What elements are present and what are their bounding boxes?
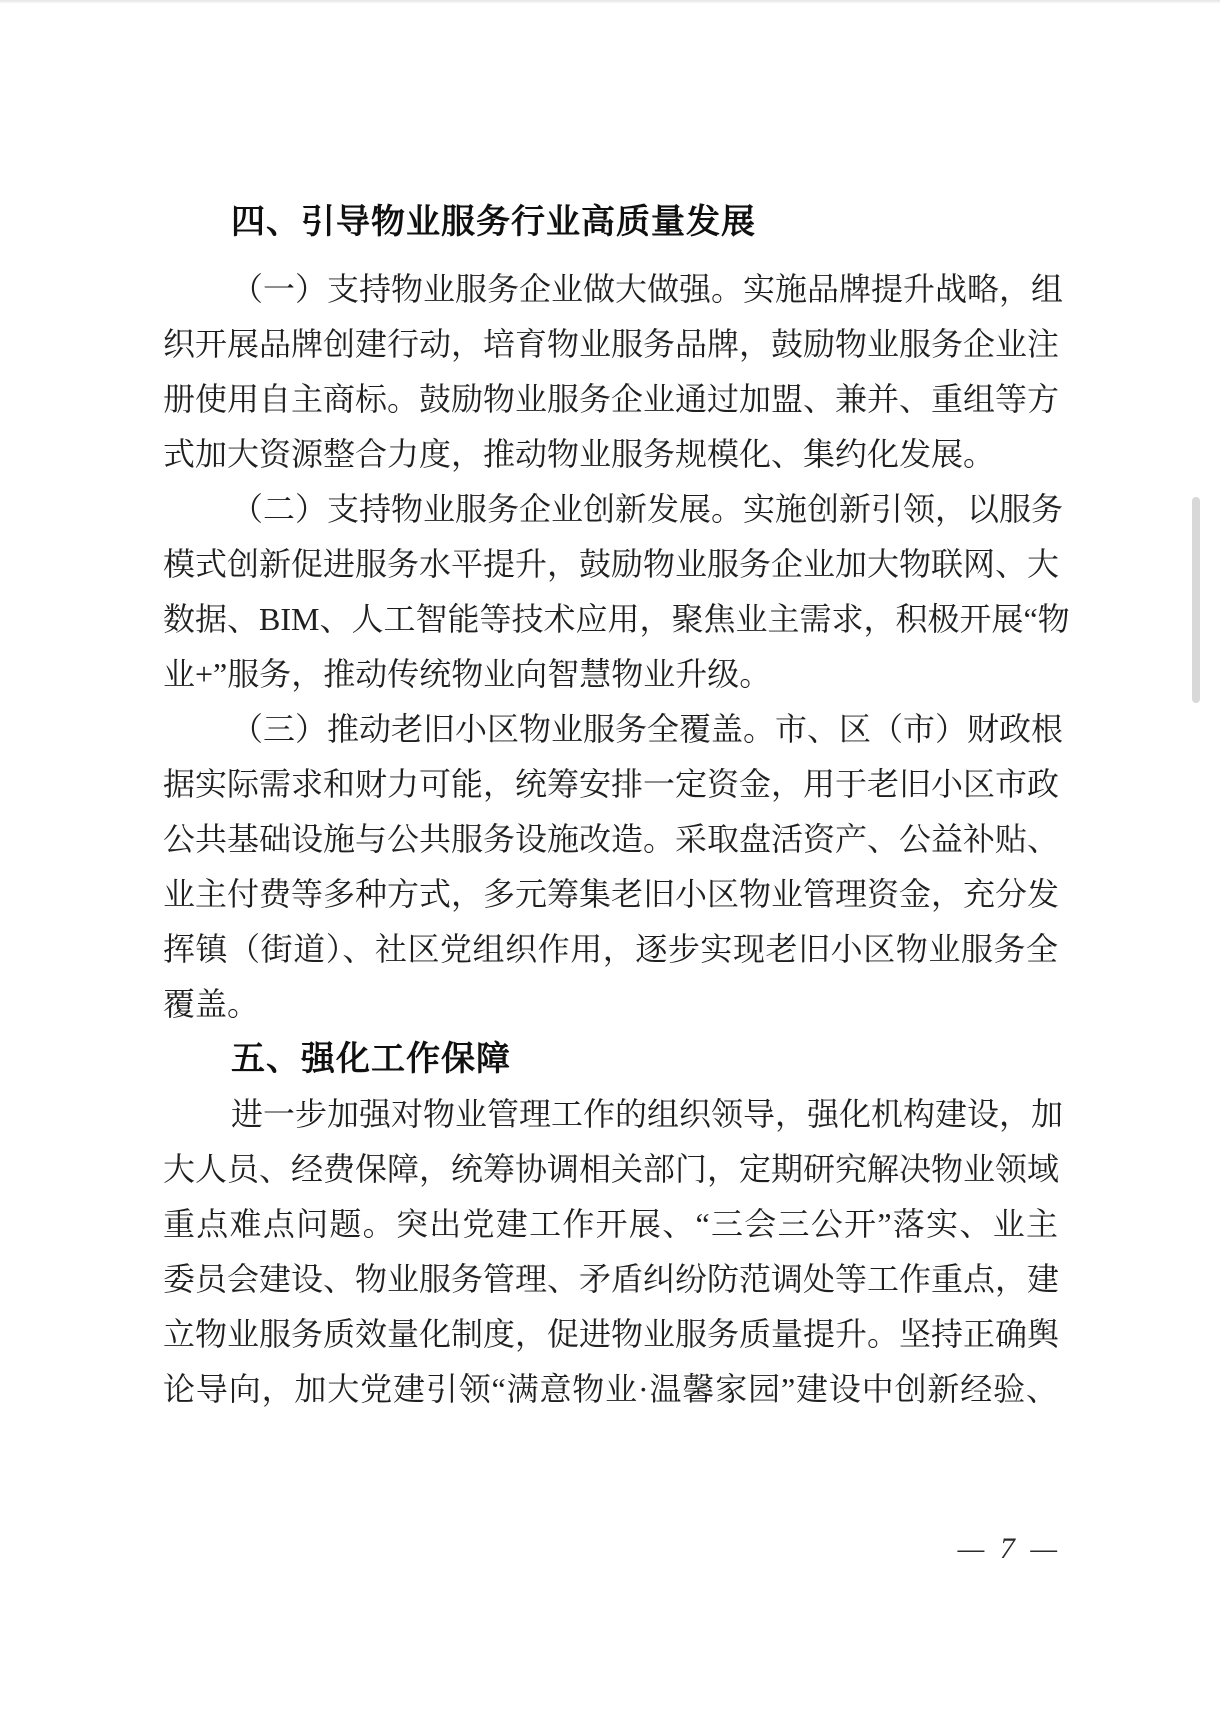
paragraph-line: 数据、BIM、人工智能等技术应用，聚焦业主需求，积极开展“物 <box>163 601 1070 637</box>
paragraph-line: 大人员、经费保障，统筹协调相关部门，定期研究解决物业领域 <box>163 1151 1060 1187</box>
paragraph-line: 重点难点问题。突出党建工作开展、“三会三公开”落实、业主 <box>163 1206 1058 1242</box>
paragraph-line: 册使用自主商标。鼓励物业服务企业通过加盟、兼并、重组等方 <box>163 381 1060 417</box>
paragraph-line: 织开展品牌创建行动，培育物业服务品牌，鼓励物业服务企业注 <box>163 326 1060 362</box>
paragraph-line: 挥镇（街道）、社区党组织作用，逐步实现老旧小区物业服务全 <box>163 931 1058 967</box>
scrollbar-thumb[interactable] <box>1192 497 1200 703</box>
paragraph-line: 公共基础设施与公共服务设施改造。采取盘活资产、公益补贴、 <box>163 821 1060 857</box>
paragraph-line: 进一步加强对物业管理工作的组织领导，强化机构建设，加 <box>231 1096 1064 1132</box>
document-body <box>163 195 1070 1417</box>
paragraph-line: （一）支持物业服务企业做大做强。实施品牌提升战略，组 <box>231 271 1064 307</box>
paragraph-line: 据实际需求和财力可能，统筹安排一定资金，用于老旧小区市政 <box>163 766 1060 802</box>
paragraph-line: 论导向，加大党建引领“满意物业·温馨家园”建设中创新经验、 <box>163 1371 1058 1407</box>
page-number: — 7 — <box>957 1532 1061 1565</box>
paragraph-line: 式加大资源整合力度，推动物业服务规模化、集约化发展。 <box>163 436 996 472</box>
paragraph-line: （三）推动老旧小区物业服务全覆盖。市、区（市）财政根 <box>231 711 1064 747</box>
paragraph-line: 模式创新促进服务水平提升，鼓励物业服务企业加大物联网、大 <box>163 546 1060 582</box>
paragraph-line: 委员会建设、物业服务管理、矛盾纠纷防范调处等工作重点，建 <box>163 1261 1060 1297</box>
paragraph-line: 业主付费等多种方式，多元筹集老旧小区物业管理资金，充分发 <box>163 876 1060 912</box>
paragraph-line: 覆盖。 <box>163 986 260 1022</box>
paragraph-line: （二）支持物业服务企业创新发展。实施创新引领，以服务 <box>231 491 1064 527</box>
paragraph-line: 立物业服务质效量化制度，促进物业服务质量提升。坚持正确舆 <box>163 1316 1060 1352</box>
page-top-edge <box>0 0 1220 3</box>
section-4-heading: 四、引导物业服务行业高质量发展 <box>231 203 756 241</box>
section-5-heading: 五、强化工作保障 <box>231 1040 511 1078</box>
paragraph-line: 业+”服务，推动传统物业向智慧物业升级。 <box>163 656 772 692</box>
